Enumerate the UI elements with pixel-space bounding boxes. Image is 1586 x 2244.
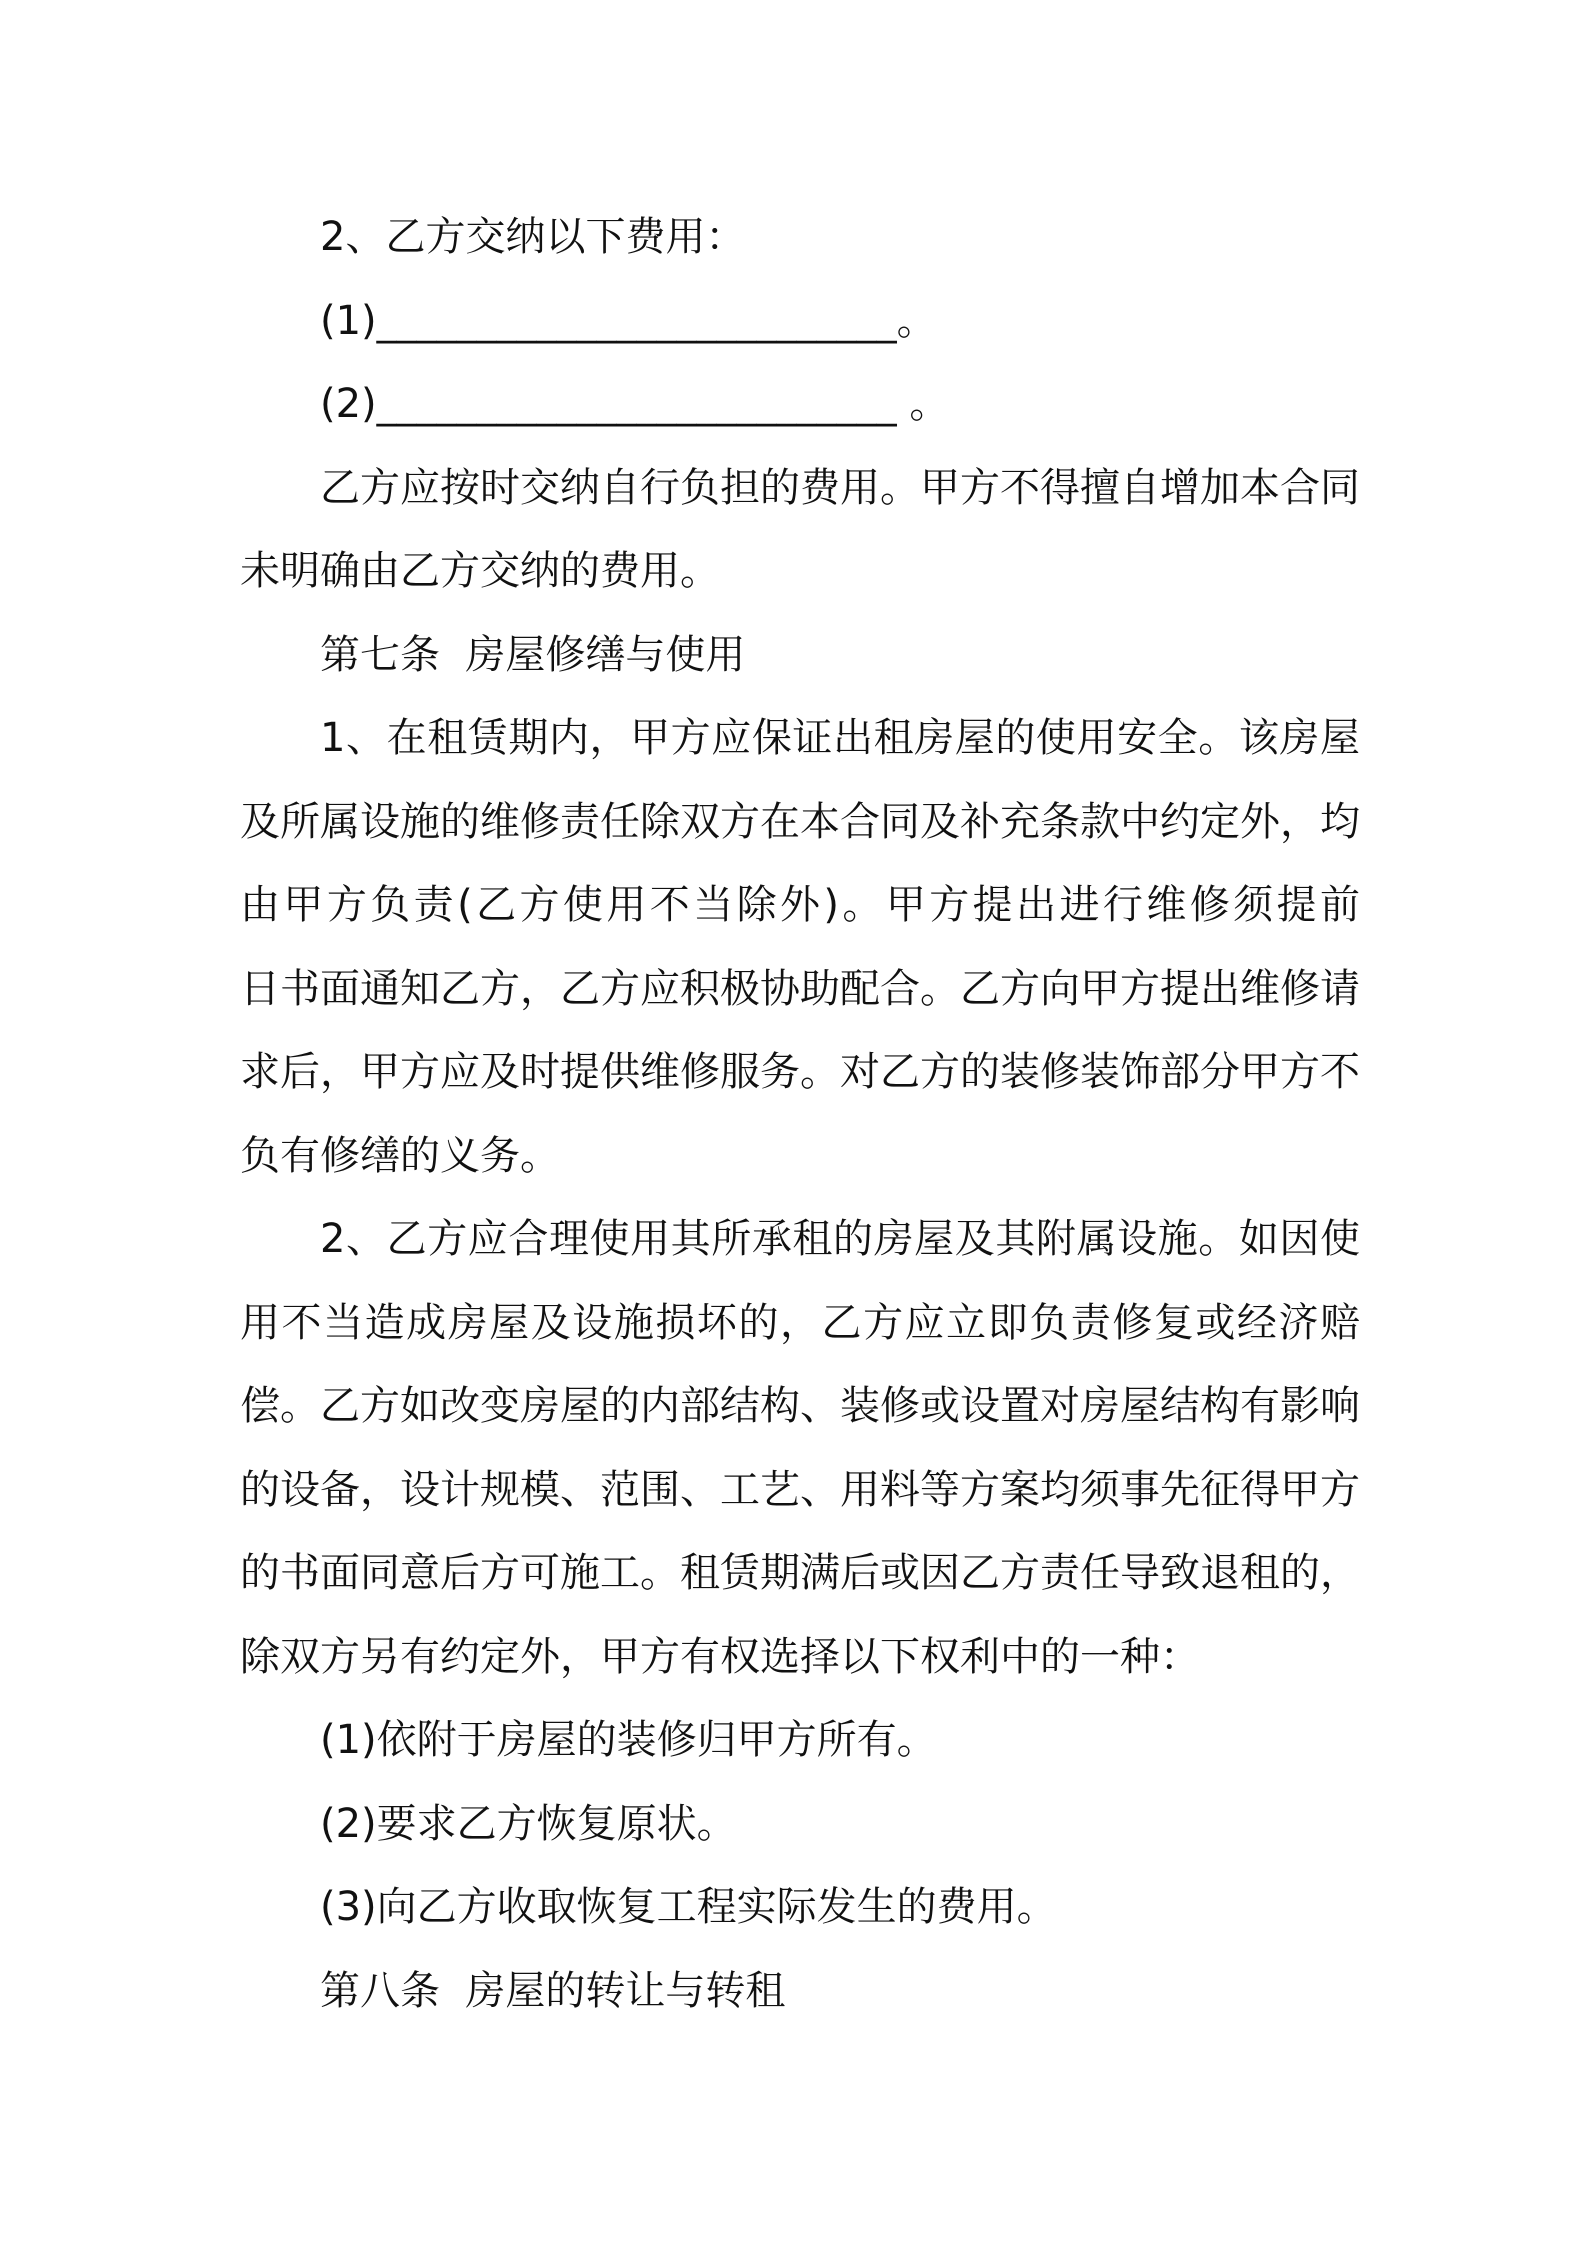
article-7-clause-1: 1、在租赁期内，甲方应保证出租房屋的使用安全。该房屋及所属设施的维修责任除双方在本合同及补充条款中约定外，均由甲方负责(乙方使用不当除外)。甲方提出进行维修须提前 日书面通知乙方，乙方应积极协助配合。乙方向甲方提出维修请求后，甲方应及时提供维修服务。对乙方的装修装饰部分甲方不负有修缮的义务。 [240,715,1411,1179]
option-2-paragraph: (2)要求乙方恢复原状。 [320,1800,737,1847]
article-7-heading: 第七条 房屋修缮与使用 [320,631,746,678]
fee-item-1-blank: (1)__________________________。 [320,297,937,344]
article-8-heading: 第八条 房屋的转让与转租 [320,1967,786,2014]
article-7-clause-2: 2、乙方应合理使用其所承租的房屋及其附属设施。如因使用不当造成房屋及设施损坏的，乙方应立即负责修复或经济赔偿。乙方如改变房屋的内部结构、装修或设置对房屋结构有影响的设备，设计规模、范围、工艺、用料等方案均须事先征得甲方的书面同意后方可施工。租赁期满后或因乙方责任导致退租的，除双方另有约定外，甲方有权选择以下权利中的一种： [240,1216,1360,1680]
fee-intro-paragraph: 2、乙方交纳以下费用： [320,214,746,260]
fee-item-2-blank: (2)__________________________ 。 [320,381,950,427]
fee-duty-paragraph: 乙方应按时交纳自行负担的费用。甲方不得擅自增加本合同未明确由乙方交纳的费用。 [240,464,1360,594]
document-body [240,196,1411,2033]
option-3-paragraph: (3)向乙方收取恢复工程实际发生的费用。 [320,1884,1057,1930]
option-1-paragraph: (1)依附于房屋的装修归甲方所有。 [320,1717,937,1763]
